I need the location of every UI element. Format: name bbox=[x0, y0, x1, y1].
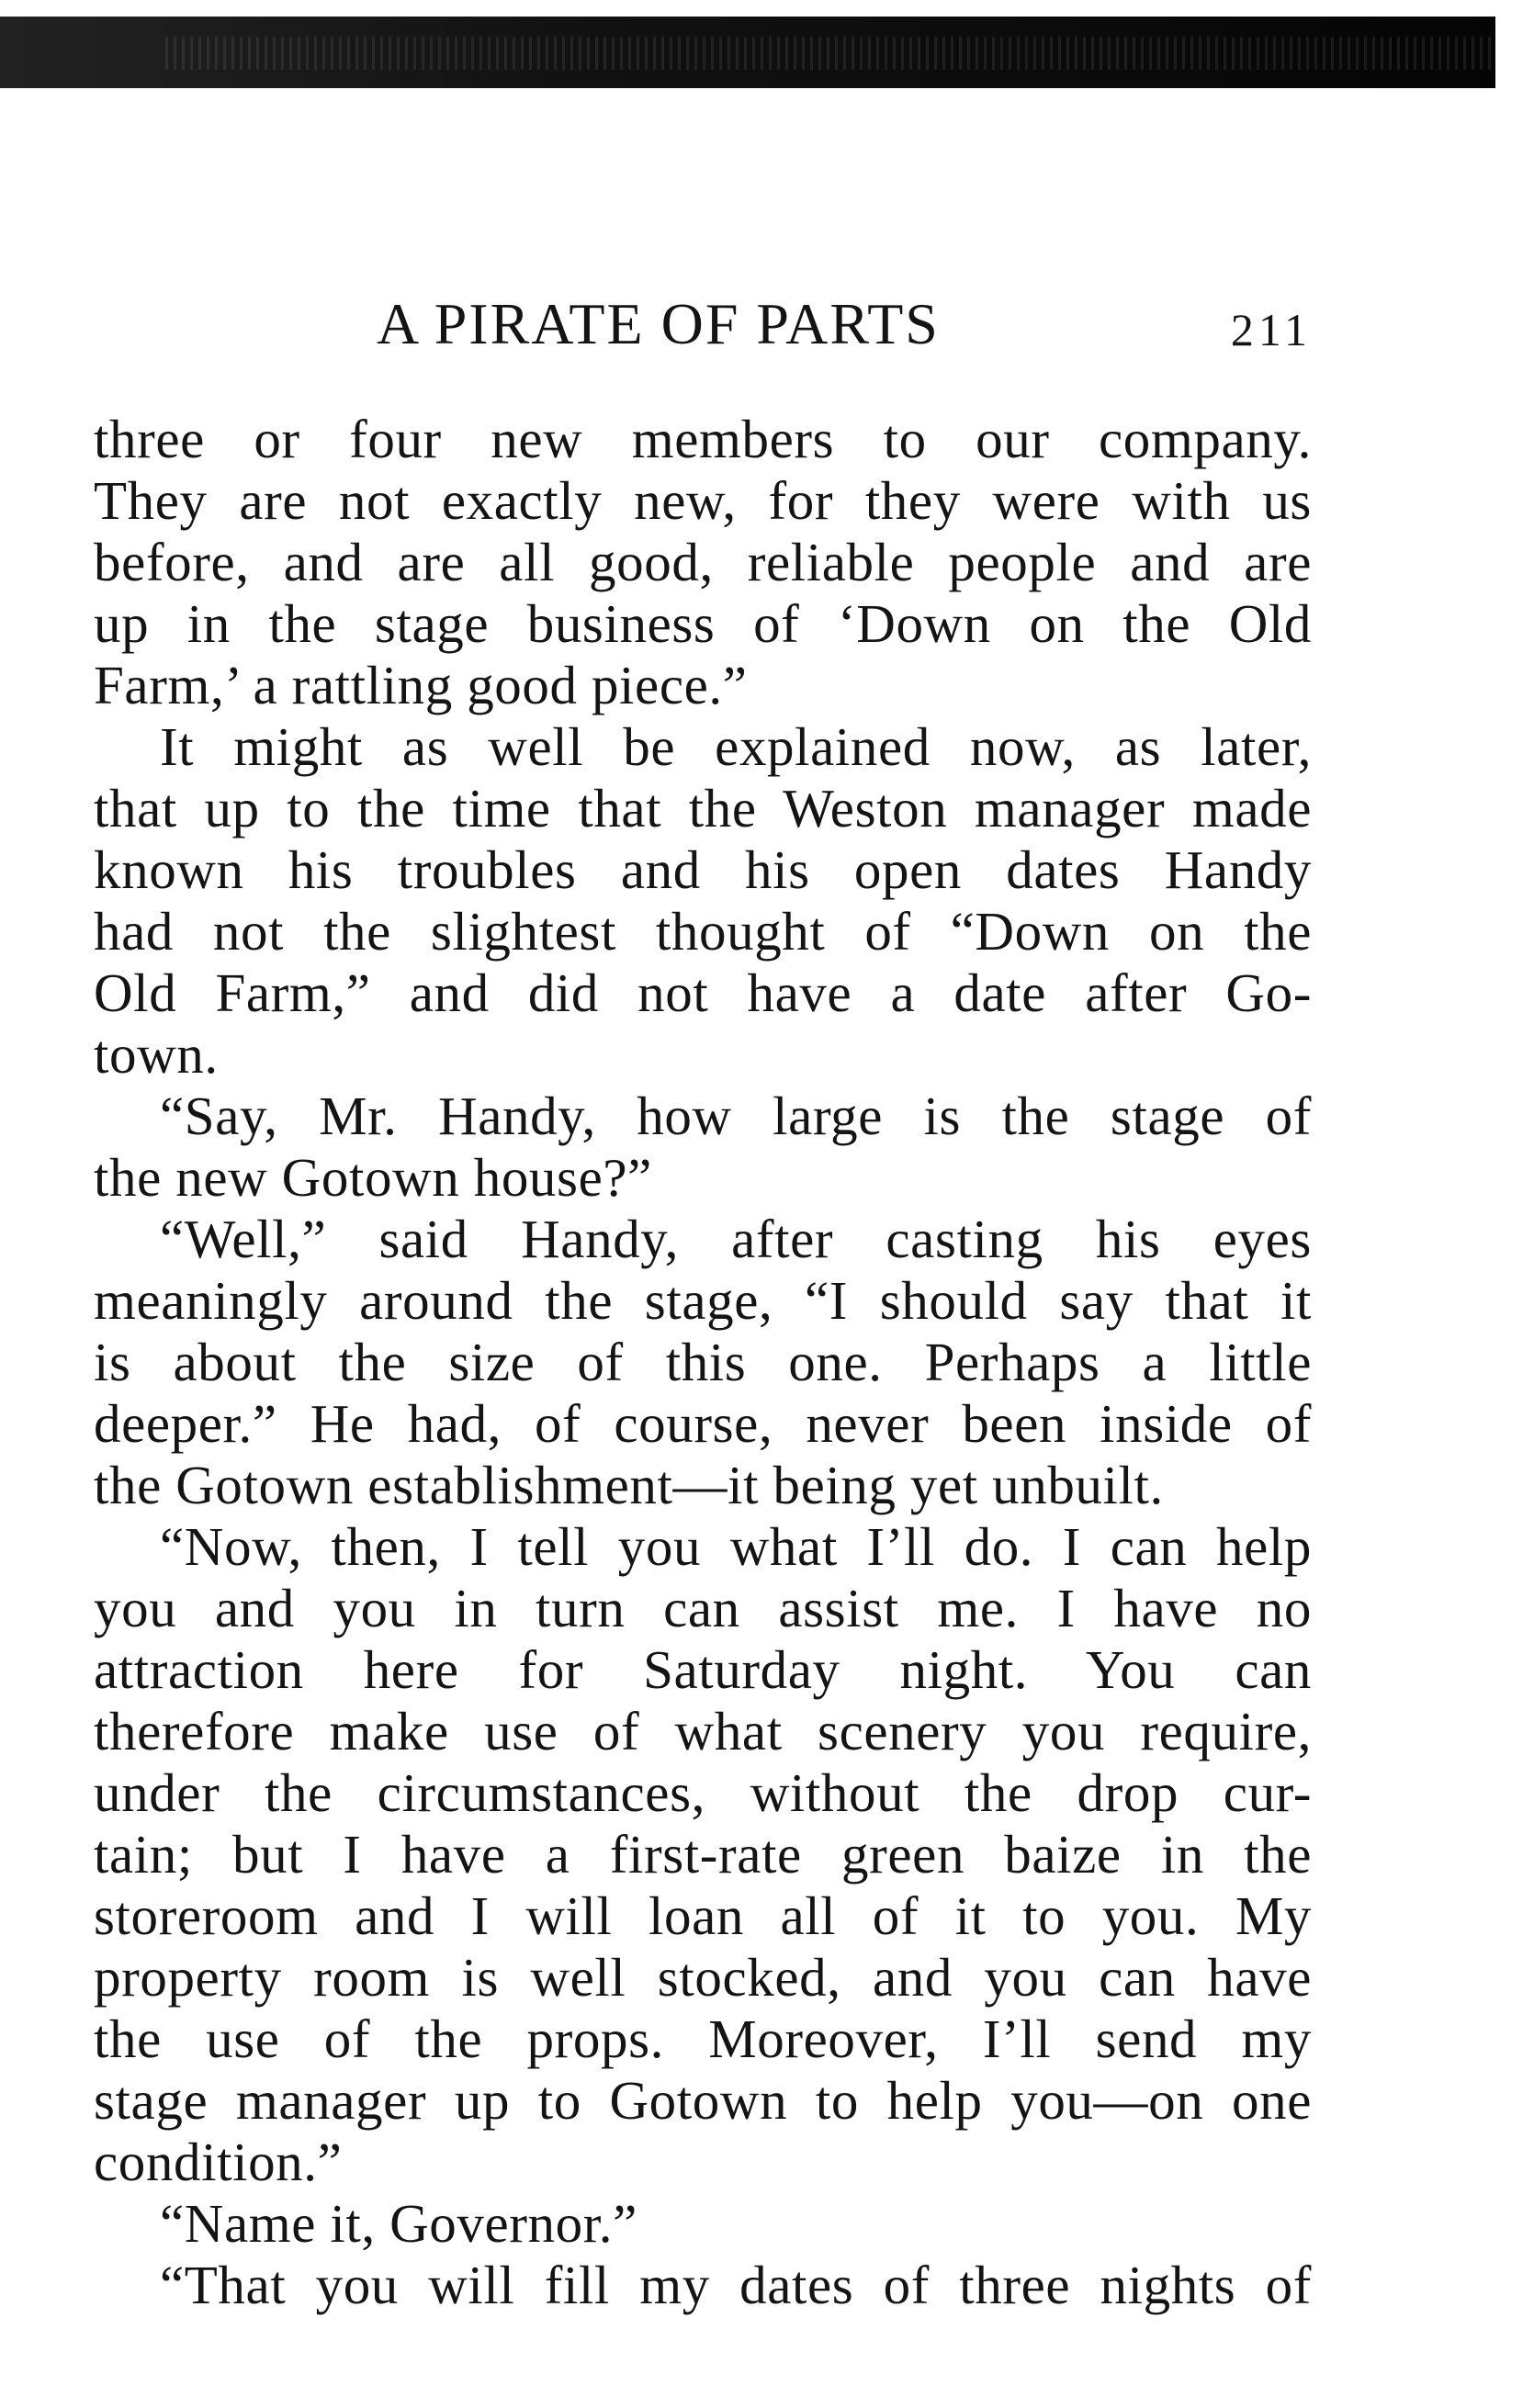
running-head-title: A PIRATE OF PARTS bbox=[377, 291, 940, 356]
text-line: the use of the props. Moreover, I’ll send my bbox=[94, 2009, 1312, 2069]
text-line: therefore make use of what scenery you require, bbox=[94, 1701, 1312, 1761]
text-line: condition.” bbox=[94, 2132, 343, 2192]
paragraph-first-line: “Well,” said Handy, after casting his eyes bbox=[160, 1209, 1312, 1269]
body-text bbox=[94, 409, 1312, 2316]
paragraph-first-line: “Name it, Governor.” bbox=[160, 2193, 637, 2254]
text-line: stage manager up to Gotown to help you—on one bbox=[94, 2070, 1312, 2131]
text-line: up in the stage business of ‘Down on the Old bbox=[94, 593, 1312, 654]
text-line: three or four new members to our company. bbox=[94, 409, 1312, 469]
page-number: 211 bbox=[1230, 304, 1312, 355]
text-line: the new Gotown house?” bbox=[94, 1147, 652, 1208]
running-head bbox=[94, 283, 1312, 366]
text-line: before, and are all good, reliable people and are bbox=[94, 532, 1312, 592]
text-line: you and you in turn can assist me. I have no bbox=[94, 1578, 1312, 1638]
paragraph-first-line: “That you will fill my dates of three nights of bbox=[160, 2255, 1312, 2315]
text-line: that up to the time that the Weston manager made bbox=[94, 778, 1312, 838]
text-line: is about the size of this one. Perhaps a little bbox=[94, 1332, 1312, 1392]
text-line: property room is well stocked, and you can have bbox=[94, 1947, 1312, 2008]
text-line: had not the slightest thought of “Down on the bbox=[94, 901, 1312, 962]
text-line: meaningly around the stage, “I should say that it bbox=[94, 1270, 1312, 1331]
text-line: under the circumstances, without the drop cur- bbox=[94, 1762, 1312, 1823]
scan-edge-band bbox=[0, 17, 1495, 88]
text-line: the Gotown establishment—it being yet unbuilt. bbox=[94, 1455, 1164, 1515]
text-line: storeroom and I will loan all of it to you. My bbox=[94, 1885, 1312, 1946]
paragraph-first-line: It might as well be explained now, as later, bbox=[160, 716, 1312, 777]
text-line: attraction here for Saturday night. You can bbox=[94, 1639, 1312, 1700]
paragraph-first-line: “Say, Mr. Handy, how large is the stage of bbox=[160, 1086, 1312, 1146]
text-line: deeper.” He had, of course, never been inside of bbox=[94, 1393, 1312, 1454]
text-line: tain; but I have a first-rate green baize in the bbox=[94, 1824, 1312, 1885]
text-line: Farm,’ a rattling good piece.” bbox=[94, 655, 748, 715]
text-line: Old Farm,” and did not have a date after Go- bbox=[94, 962, 1312, 1023]
text-line: town. bbox=[94, 1024, 219, 1085]
paragraph-first-line: “Now, then, I tell you what I’ll do. I can help bbox=[160, 1516, 1312, 1577]
text-line: known his troubles and his open dates Handy bbox=[94, 839, 1312, 900]
text-line: They are not exactly new, for they were with us bbox=[94, 470, 1312, 531]
